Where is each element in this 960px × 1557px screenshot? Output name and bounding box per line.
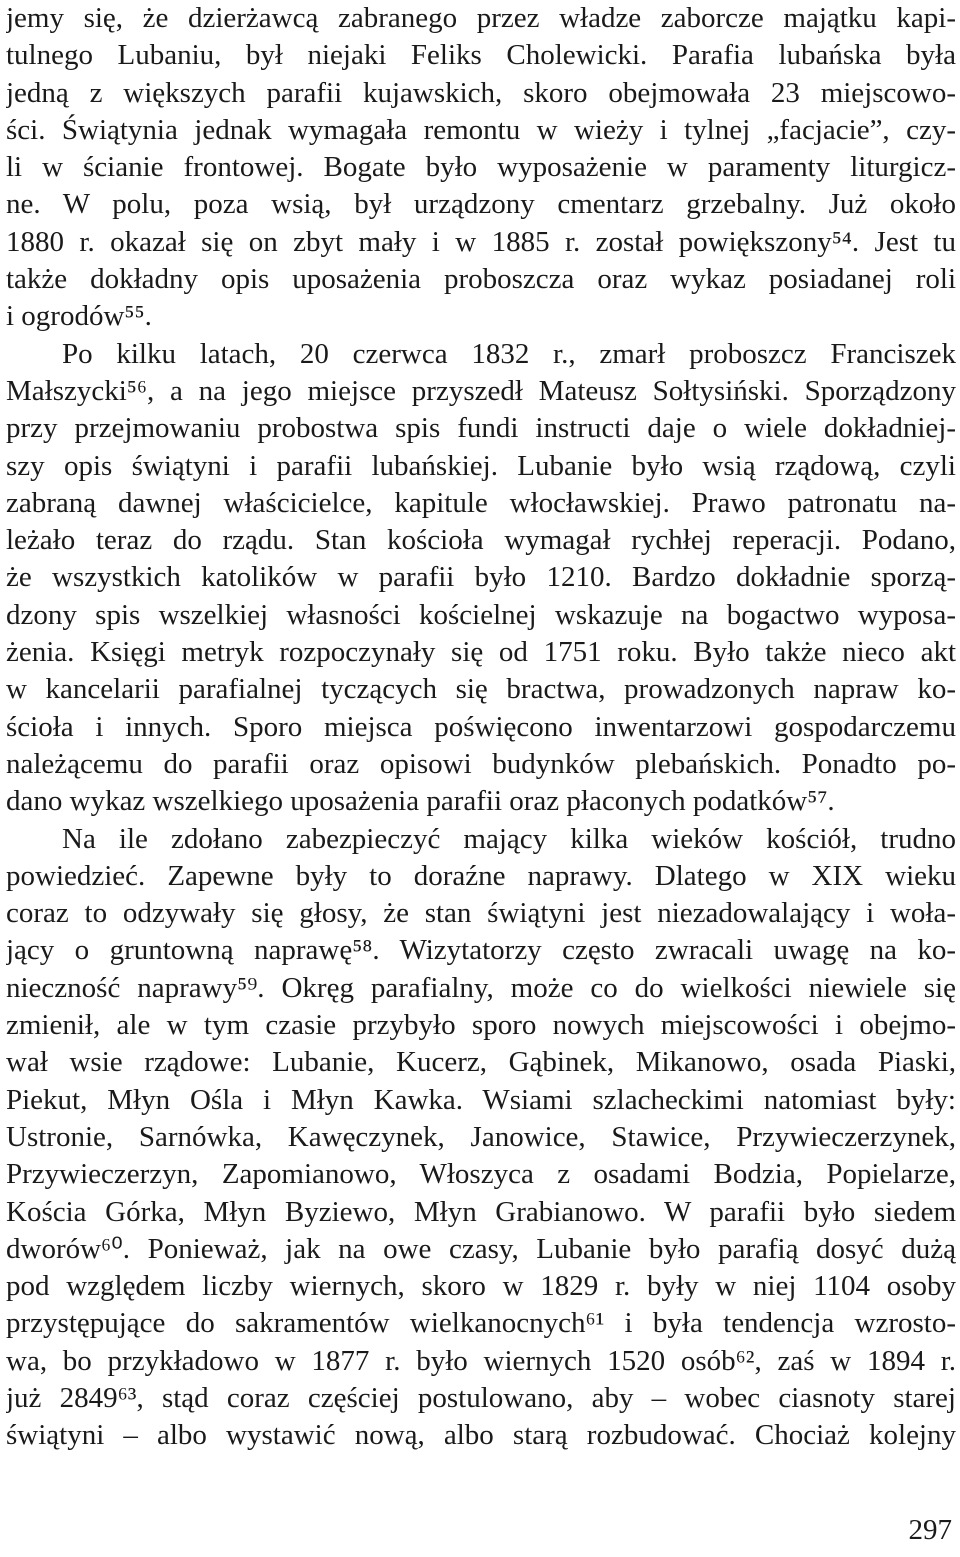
text-line: powiedzieć. Zapewne były to doraźne naprawy. Dlatego w XIX wieku bbox=[6, 859, 956, 892]
text-line: Małszycki⁵⁶, a na jego miejsce przyszedł Mateusz Sołtysiński. Sporządzony bbox=[6, 374, 956, 407]
text-line: i ogrodów⁵⁵. bbox=[6, 300, 152, 333]
text-line: szy opis świątyni i parafii lubańskiej. Lubanie było wsią rządową, czyli bbox=[6, 449, 956, 482]
text-line: jący o gruntowną naprawę⁵⁸. Wizytatorzy często zwracali uwagę na ko- bbox=[6, 934, 956, 967]
text-line: w kancelarii parafialnej tyczących się bractwa, prowadzonych napraw ko- bbox=[6, 673, 956, 706]
body-text bbox=[6, 0, 956, 1455]
text-line: leżało teraz do rządu. Stan kościoła wymagał rychłej reperacji. Podano, bbox=[6, 524, 956, 557]
text-line: przystępujące do sakramentów wielkanocnych⁶¹ i była tendencja wzrosto- bbox=[6, 1307, 956, 1340]
text-line: coraz to odzywały się głosy, że stan świątyni jest niezadowalający i woła- bbox=[6, 897, 956, 930]
text-line: jemy się, że dzierżawcą zabranego przez władze zaborcze majątku kapi- bbox=[6, 2, 956, 34]
text-line: dano wykaz wszelkiego uposażenia parafii oraz płaconych podatków⁵⁷. bbox=[6, 785, 835, 818]
text-line: li w ścianie frontowej. Bogate było wyposażenie w paramenty liturgicz- bbox=[6, 151, 956, 184]
text-line: świątyni – albo wystawić nową, albo starą rozbudować. Chociaż kolejny bbox=[6, 1419, 956, 1452]
text-line: Piekut, Młyn Ośla i Młyn Kawka. Wsiami szlacheckimi natomiast były: bbox=[6, 1083, 956, 1116]
text-line: należącemu do parafii oraz opisowi budynków plebańskich. Ponadto po- bbox=[6, 747, 956, 780]
page-number: 297 bbox=[908, 1514, 952, 1546]
text-line: ścioła i innych. Sporo miejsca poświęcono inwentarzowi gospodarczemu bbox=[6, 710, 956, 743]
text-line: przy przejmowaniu probostwa spis fundi instructi daje o wiele dokładniej- bbox=[6, 412, 956, 445]
text-line: także dokładny opis uposażenia proboszcza oraz wykaz posiadanej roli bbox=[6, 263, 956, 296]
text-line: Po kilku latach, 20 czerwca 1832 r., zmarł proboszcz Franciszek bbox=[62, 337, 956, 370]
text-line: tulnego Lubaniu, był niejaki Feliks Cholewicki. Parafia lubańska była bbox=[6, 39, 956, 72]
text-line: Ustronie, Sarnówka, Kawęczynek, Janowice, Stawice, Przywieczerzynek, bbox=[6, 1120, 956, 1153]
text-line: wa, bo przykładowo w 1877 r. było wiernych 1520 osób⁶², zaś w 1894 r. bbox=[6, 1344, 956, 1377]
text-line: zabraną dawnej właścicielce, kapitule włocławskiej. Prawo patronatu na- bbox=[6, 486, 956, 519]
text-line: pod względem liczby wiernych, skoro w 1829 r. były w niej 1104 osoby bbox=[6, 1270, 956, 1303]
text-line: już 2849⁶³, stąd coraz częściej postulowano, aby – wobec ciasnoty starej bbox=[6, 1381, 956, 1414]
text-line: dworów⁶⁰. Ponieważ, jak na owe czasy, Lubanie było parafią dosyć dużą bbox=[6, 1232, 956, 1265]
text-line: 1880 r. okazał się on zbyt mały i w 1885 r. został powiększony⁵⁴. Jest tu bbox=[6, 225, 956, 258]
text-line: ne. W polu, poza wsią, był urządzony cmentarz grzebalny. Już około bbox=[6, 188, 956, 221]
text-line: Przywieczerzyn, Zapomianowo, Włoszyca z osadami Bodzia, Popielarze, bbox=[6, 1158, 956, 1191]
text-line: jedną z większych parafii kujawskich, skoro obejmowała 23 miejscowo- bbox=[6, 76, 956, 109]
text-line: Na ile zdołano zabezpieczyć mający kilka wieków kościół, trudno bbox=[62, 822, 956, 855]
text-line: Kościa Górka, Młyn Byziewo, Młyn Grabianowo. W parafii było siedem bbox=[6, 1195, 956, 1228]
text-line: że wszystkich katolików w parafii było 1210. Bardzo dokładnie sporzą- bbox=[6, 561, 956, 594]
text-line: wał wsie rządowe: Lubanie, Kucerz, Gąbinek, Mikanowo, osada Piaski, bbox=[6, 1046, 956, 1079]
text-line: ści. Świątynia jednak wymagała remontu w wieży i tylnej „facjacie”, czy- bbox=[6, 113, 956, 146]
text-line: żenia. Księgi metryk rozpoczynały się od 1751 roku. Było także nieco akt bbox=[6, 636, 956, 669]
text-line: dzony spis wszelkiej własności kościelnej wskazuje na bogactwo wyposa- bbox=[6, 598, 956, 631]
text-line: nieczność naprawy⁵⁹. Okręg parafialny, może co do wielkości niewiele się bbox=[6, 971, 956, 1004]
text-line: zmienił, ale w tym czasie przybyło sporo nowych miejscowości i obejmo- bbox=[6, 1009, 956, 1042]
